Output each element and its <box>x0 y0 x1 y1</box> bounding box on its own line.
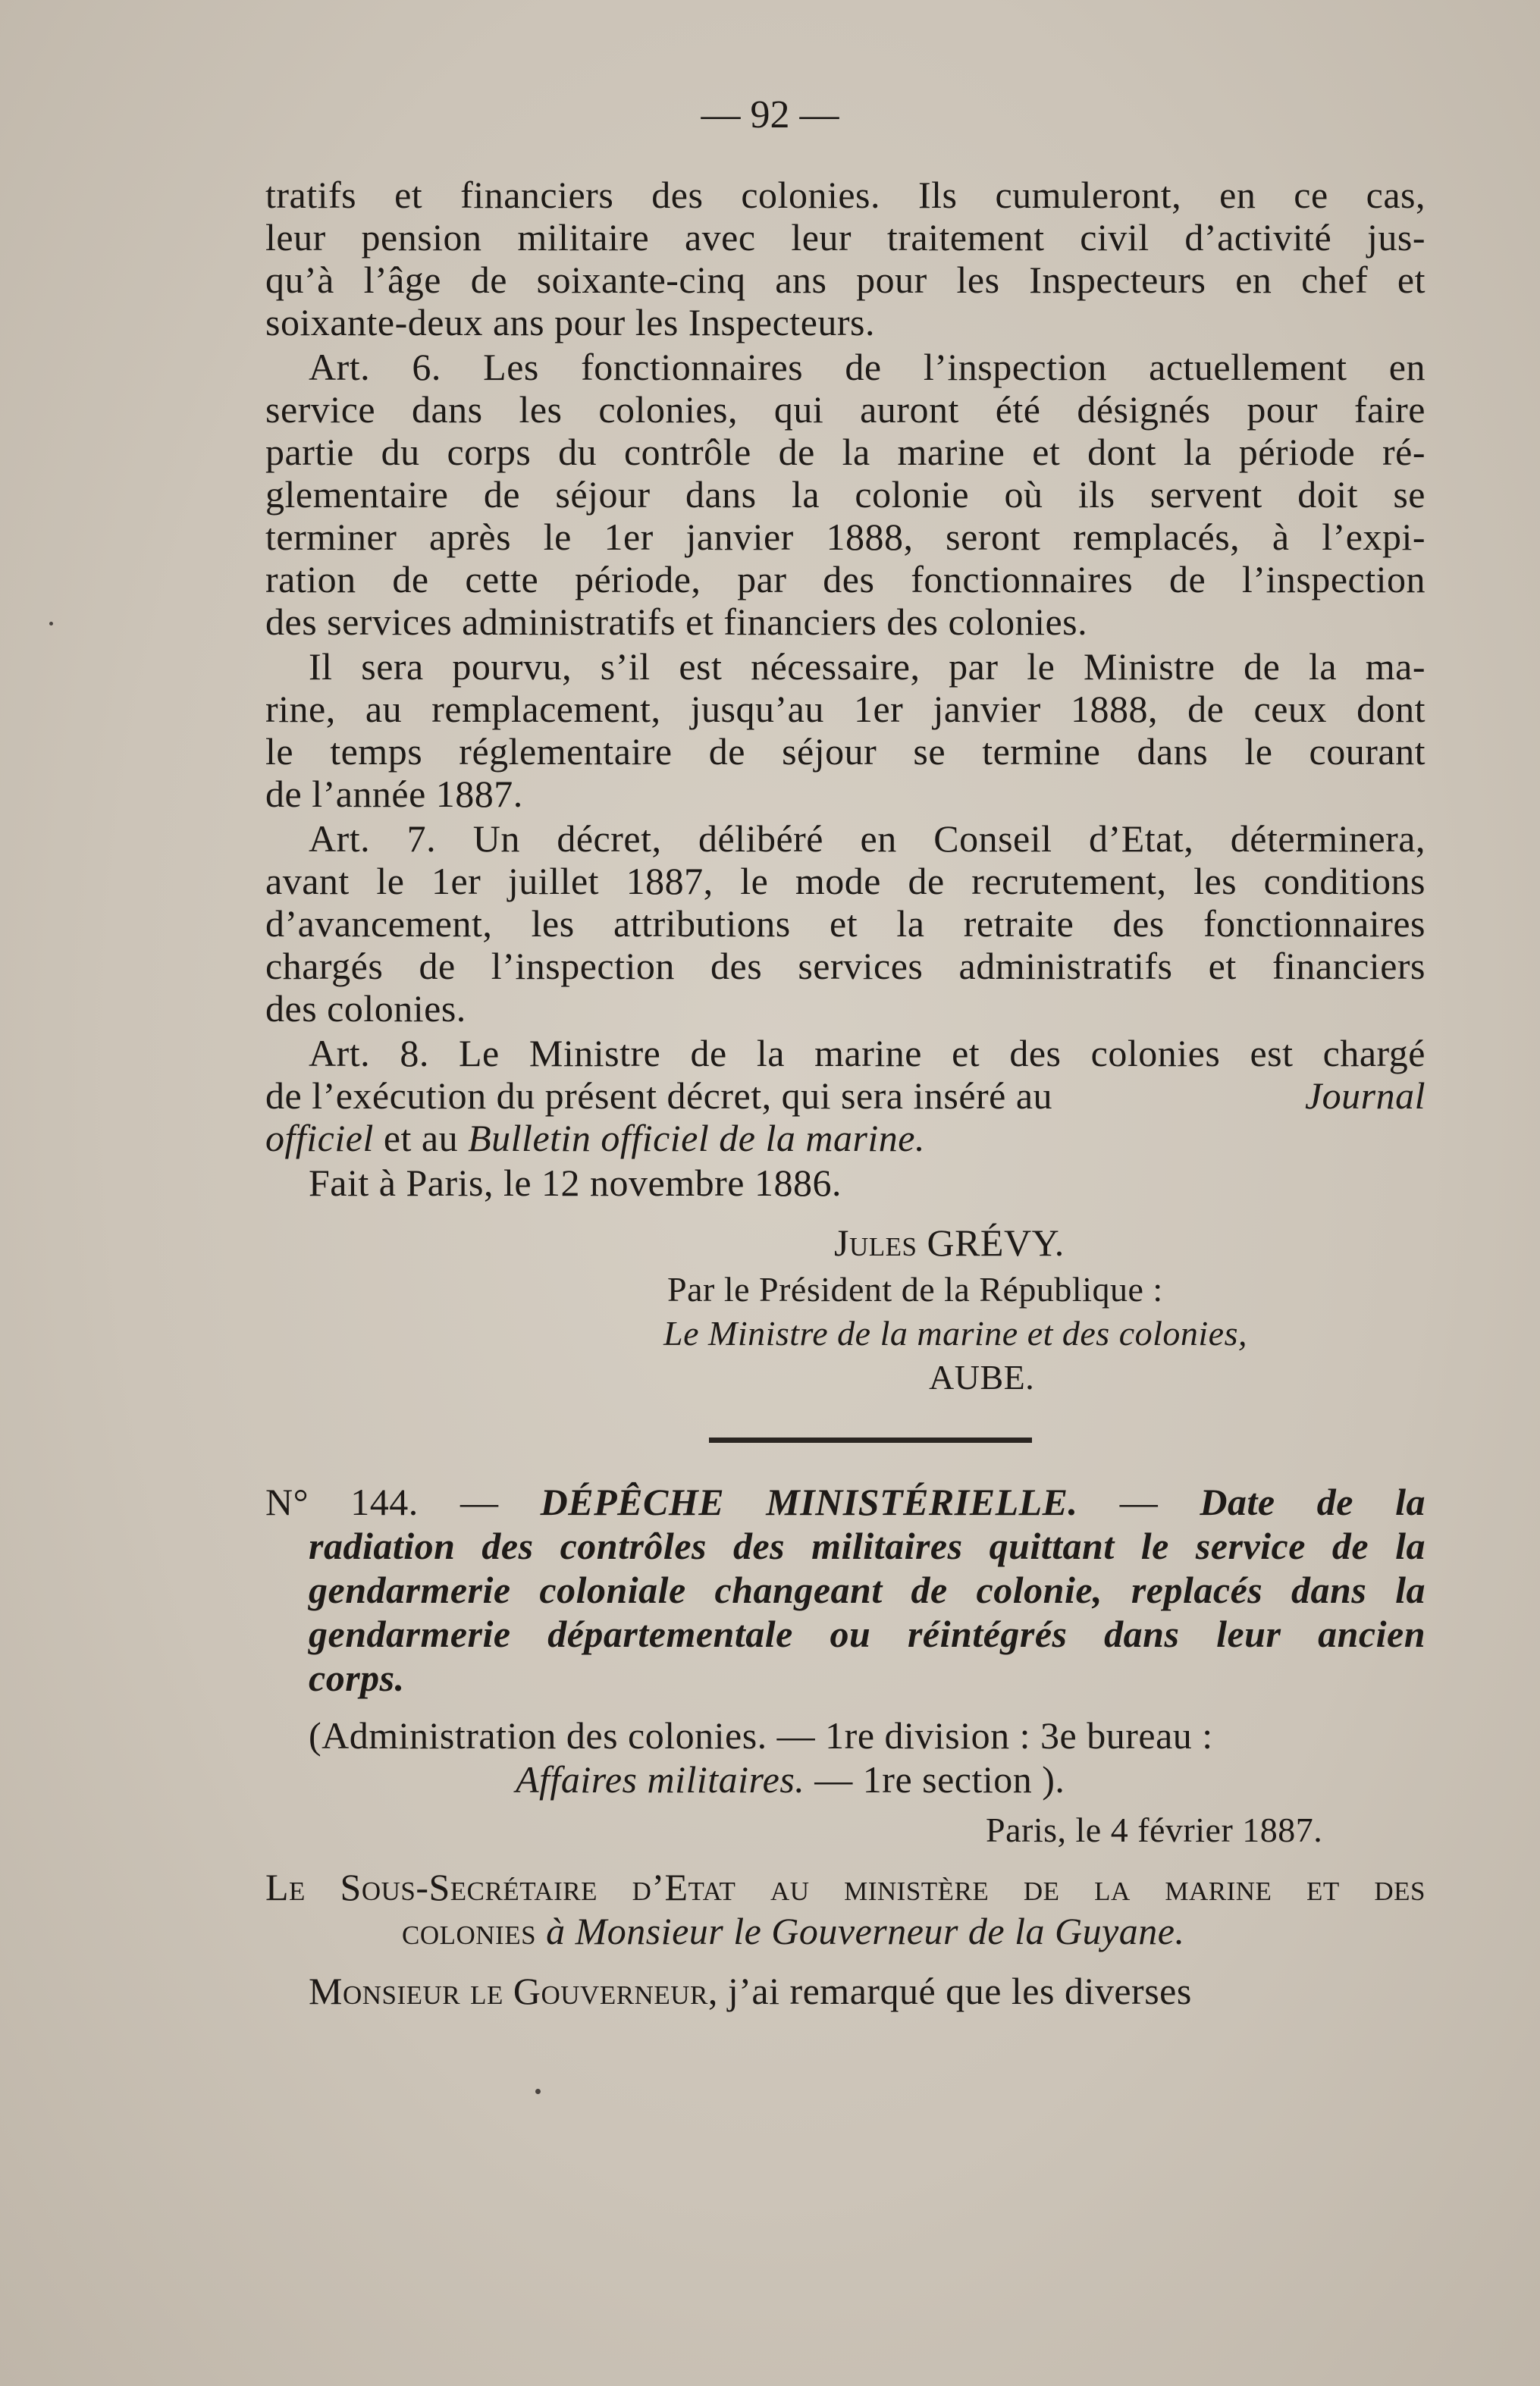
affaires-militaires: Affaires militaires. <box>516 1758 805 1801</box>
journal-title: Journal <box>1304 1074 1426 1117</box>
opening-line <box>309 1969 1426 2013</box>
signature: Jules GRÉVY. <box>834 1221 1065 1264</box>
art7-line-3: d’avancement, les attributions et la retraite des fonctionnaires <box>265 902 1426 945</box>
art8-line-1: Art. 8. Le Ministre de la marine et des colonies est chargé <box>309 1032 1426 1074</box>
art6-line-2: service dans les colonies, qui auront été désignés pour faire <box>265 388 1426 431</box>
despatch-number: N° 144. <box>265 1481 419 1523</box>
ink-speck <box>535 2089 541 2094</box>
despatch-heading-line <box>265 1480 1426 1524</box>
page-number: — 92 — <box>701 93 839 136</box>
art8-line-3 <box>265 1116 1426 1160</box>
art6-line-3: partie du corps du contrôle de la marine et dont la période ré- <box>265 431 1426 473</box>
art7-line-1: Art. 7. Un décret, délibéré en Conseil d’Etat, déterminera, <box>309 817 1426 860</box>
despatch-title: DÉPÊCHE MINISTÉRIELLE. <box>540 1481 1078 1523</box>
despatch-date: Paris, le 4 février 1887. <box>986 1811 1323 1849</box>
fait-line: Fait à Paris, le 12 novembre 1886. <box>309 1162 842 1204</box>
pourvu-line-2: rine, au remplacement, jusqu’au 1er janvier 1888, de ceux dont <box>265 688 1426 730</box>
bulletin-title: Bulletin officiel de la marine. <box>468 1117 926 1159</box>
officiel-word: officiel <box>265 1117 374 1159</box>
art7-line-2: avant le 1er juillet 1887, le mode de recrutement, les conditions <box>265 860 1426 902</box>
by-president: Par le Président de la République : <box>667 1270 1163 1309</box>
art8-line-2 <box>265 1074 1426 1118</box>
decree-line-1: tratifs et financiers des colonies. Ils cumuleront, en ce cas, <box>265 174 1426 216</box>
decree-line-2: leur pension militaire avec leur traitement civil d’activité jus- <box>265 216 1426 259</box>
pourvu-line-4: de l’année 1887. <box>265 773 523 815</box>
section-divider <box>709 1438 1032 1443</box>
subject-line-1: Date de la <box>1200 1481 1426 1523</box>
art6-line-7: des services administratifs et financiers des colonies. <box>265 600 1088 643</box>
subject-line-4: gendarmerie départementale ou réintégrés dans leur ancien <box>309 1613 1426 1655</box>
salutation: Monsieur le Gouverneur, <box>309 1970 718 2012</box>
dash: — <box>1077 1481 1200 1523</box>
dash: — <box>418 1481 541 1523</box>
et-au-word: et au <box>373 1117 469 1159</box>
subject-line-5: corps. <box>309 1657 405 1699</box>
from-line-1: Le Sous-Secrétaire d’Etat au ministère de la marine et des <box>265 1866 1426 1908</box>
admin-line-2 <box>516 1757 1065 1801</box>
art7-line-4: chargés de l’inspection des services administratifs et financiers <box>265 945 1426 987</box>
admin-line-1: (Administration des colonies. — 1re division : 3e bureau : <box>309 1714 1213 1757</box>
addressee: à Monsieur le Gouverneur de la Guyane. <box>546 1910 1185 1952</box>
opening-text: j’ai remarqué que les diverses <box>717 1970 1192 2012</box>
decree-line-4: soixante-deux ans pour les Inspecteurs. <box>265 301 875 343</box>
art6-line-6: ration de cette période, par des fonctionnaires de l’inspection <box>265 558 1426 600</box>
pourvu-line-3: le temps réglementaire de séjour se termine dans le courant <box>265 730 1426 773</box>
minister-title: Le Ministre de la marine et des colonies, <box>663 1314 1247 1353</box>
art6-line-1: Art. 6. Les fonctionnaires de l’inspection actuellement en <box>309 346 1426 388</box>
art8-line-2-text: de l’exécution du présent décret, qui sera inséré au <box>265 1074 1053 1117</box>
from-line-2 <box>402 1909 1184 1953</box>
ink-speck <box>49 622 53 626</box>
pourvu-line-1: Il sera pourvu, s’il est nécessaire, par le Ministre de la ma- <box>309 645 1426 688</box>
decree-line-3: qu’à l’âge de soixante-cinq ans pour les Inspecteurs en chef et <box>265 259 1426 301</box>
art6-line-5: terminer après le 1er janvier 1888, seront remplacés, à l’expi- <box>265 516 1426 558</box>
art7-line-5: des colonies. <box>265 987 466 1030</box>
minister-name: AUBE. <box>929 1358 1035 1397</box>
subject-line-3: gendarmerie coloniale changeant de colonie, replacés dans la <box>309 1569 1426 1611</box>
art6-line-4: glementaire de séjour dans la colonie où ils servent doit se <box>265 473 1426 516</box>
subject-line-2: radiation des contrôles des militaires quittant le service de la <box>309 1525 1426 1567</box>
colonies-word: colonies <box>402 1910 547 1952</box>
admin-line-2-rest: — 1re section ). <box>805 1758 1065 1801</box>
